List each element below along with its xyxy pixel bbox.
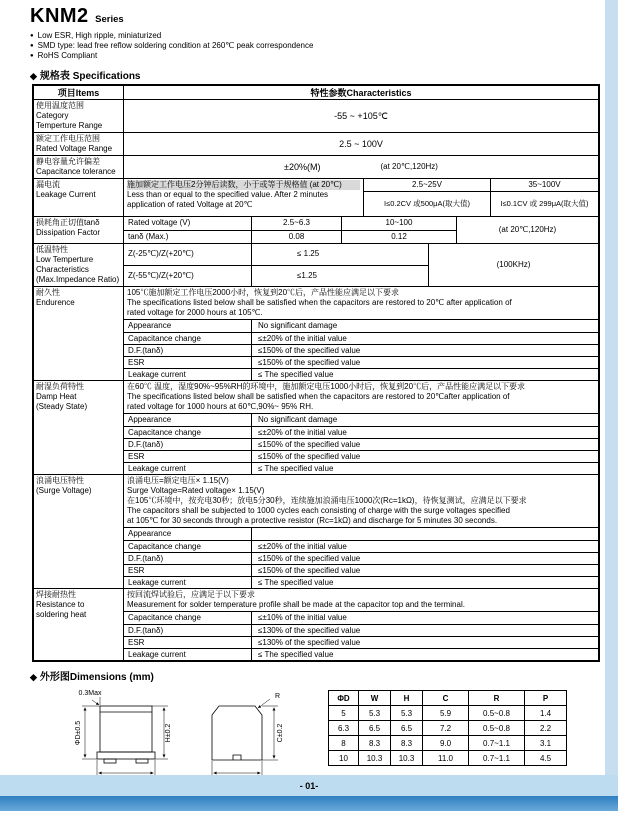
- dimensions-heading-text: 外形图Dimensions (mm): [39, 672, 154, 683]
- spec-header-items: 项目Items: [34, 86, 124, 99]
- dim-col-header: W: [359, 691, 391, 706]
- spec-row-rated-voltage: [34, 132, 598, 155]
- criteria-value: No significant damage: [258, 321, 338, 330]
- low-temperature-subtable: [124, 244, 429, 286]
- dim-label-r: R: [275, 693, 281, 700]
- spec-row-capacitance-tolerance: [34, 155, 598, 178]
- bullet-icon: ●: [30, 43, 34, 49]
- dim-cell: 3.1: [525, 736, 567, 751]
- criteria-label: D.F.(tanδ): [124, 439, 252, 450]
- item-label: [34, 589, 124, 660]
- dissipation-condition: (at 20℃,120Hz): [498, 225, 557, 234]
- dissipation-value-1: 0.08: [252, 231, 342, 244]
- leakage-subtable-values: [364, 192, 598, 216]
- dissipation-cell: [124, 217, 598, 243]
- criteria-label: Leakage current: [124, 369, 252, 380]
- criteria-row: [124, 528, 598, 540]
- criteria-label: ESR: [124, 451, 252, 462]
- endurance-description: [124, 287, 598, 320]
- item-label: [34, 244, 124, 286]
- specifications-table: [32, 84, 600, 662]
- damp-heat-desc-line: rated voltage for 1000 hours at 60℃,90%~ 95% RH.: [127, 402, 314, 411]
- diamond-icon: ◆: [30, 672, 37, 682]
- item-label-en: Characteristics: [36, 265, 89, 274]
- criteria-value: ≤±20% of the initial value: [258, 541, 347, 551]
- criteria-label: Capacitance change: [124, 427, 252, 438]
- dim-cell: 0.5~0.8: [469, 706, 525, 721]
- leakage-value-1: I≤0.2CV 或500μA(取大值): [364, 192, 491, 216]
- leakage-desc-cn: 施加额定工作电压2分钟后读数，小于或等于规格值 (at 20℃): [127, 180, 360, 190]
- criteria-row: [124, 540, 598, 552]
- dim-label-h: H±0.2: [165, 723, 172, 743]
- item-label-cn: 耐久性: [36, 288, 60, 297]
- impedance-ratio-row: [124, 265, 428, 287]
- item-label-cn: 浪涌电压特性: [36, 476, 84, 485]
- endurance-desc-line: 105℃施加额定工作电压2000小时，恢复到20℃后，产品性能应满足以下要求: [127, 288, 400, 297]
- dim-col-header: C: [423, 691, 469, 706]
- capacitance-tolerance-cell: [124, 156, 598, 178]
- criteria-row: [124, 462, 598, 474]
- criteria-row: [124, 320, 598, 332]
- dim-cell: 10.3: [359, 751, 391, 766]
- dim-col-header: ΦD: [329, 691, 359, 706]
- criteria-label: Capacitance change: [124, 333, 252, 344]
- leakage-range-2: 35~100V: [528, 180, 561, 189]
- dim-cell: 0.5~0.8: [469, 721, 525, 736]
- spec-row-soldering-heat: [34, 588, 598, 660]
- criteria-row: [124, 344, 598, 356]
- spec-header-characteristics: 特性参数Characteristics: [310, 87, 412, 98]
- item-label: [34, 381, 124, 474]
- dim-label-phid: ΦD±0.5: [75, 720, 82, 746]
- dim-cell: 5.3: [359, 706, 391, 721]
- criteria-value: ≤150% of the specified value: [258, 451, 361, 461]
- bullet-icon: ●: [30, 33, 34, 39]
- dim-cell: 6.5: [359, 721, 391, 736]
- leakage-current-cell: [124, 179, 598, 216]
- damp-heat-desc-line: 在60℃ 温度，湿度90%~95%RH的环境中，施加额定电压1000小时后，恢复到20℃后，产品性能应满足以下要求: [127, 382, 526, 391]
- endurance-desc-line: The specifications listed below shall be satisfied when the capacitors are restored to 20℃ after application of: [127, 298, 512, 307]
- footer-band: [0, 775, 618, 796]
- soldering-description: [124, 589, 598, 612]
- item-label: [34, 179, 124, 216]
- item-label-en: Low Temperture: [36, 255, 94, 264]
- item-label-cn: 焊接耐热性: [36, 590, 76, 599]
- criteria-row: [124, 414, 598, 426]
- capacitance-tolerance-value: ±20%(M): [284, 162, 321, 172]
- criteria-value: ≤ The specified value: [258, 369, 334, 379]
- item-label-en: Damp Heat: [36, 392, 77, 401]
- bullet-item: [30, 41, 618, 51]
- item-label-en: Dissipation Factor: [36, 228, 101, 237]
- spec-row-temperature-range: [34, 99, 598, 132]
- impedance-ratio-value: ≤ 1.25: [297, 249, 320, 259]
- criteria-value: ≤±20% of the initial value: [258, 333, 347, 343]
- spec-row-dissipation-factor: [34, 216, 598, 243]
- criteria-value: No significant damage: [258, 415, 338, 424]
- diamond-icon: ◆: [30, 71, 37, 81]
- damp-heat-description: [124, 381, 598, 414]
- criteria-label: D.F.(tanδ): [124, 553, 252, 564]
- item-label-en: Endurence: [36, 298, 75, 307]
- table-row: [329, 736, 567, 751]
- dissipation-col-label: Rated voltage (V): [124, 217, 252, 230]
- dim-cell: 8: [329, 736, 359, 751]
- criteria-value: ≤150% of the specified value: [258, 357, 361, 367]
- surge-desc-line: 在105℃环境中，按充电30秒；放电5分30秒，连续施加浪涌电压1000次(Rc=1kΩ)，待恢复测试，应满足以下要求: [127, 496, 527, 505]
- item-label: [34, 217, 124, 243]
- criteria-label: Leakage current: [124, 577, 252, 588]
- criteria-row: [124, 624, 598, 636]
- specifications-heading: [30, 67, 618, 82]
- dim-cell: 11.0: [423, 751, 469, 766]
- criteria-value: ≤150% of the specified value: [258, 565, 361, 575]
- dim-cell: 9.0: [423, 736, 469, 751]
- leakage-desc-en: Less than or equal to the specified value. After 2 minutes: [127, 190, 329, 199]
- impedance-ratio-label: Z(-25℃)/Z(+20℃): [124, 244, 252, 265]
- dissipation-header-row: [124, 217, 456, 230]
- leakage-description: [124, 179, 363, 216]
- dissipation-value-row: [124, 230, 456, 244]
- capacitance-tolerance-condition: (at 20℃,120Hz): [380, 162, 438, 171]
- dim-cell: 10.3: [391, 751, 423, 766]
- criteria-label: ESR: [124, 357, 252, 368]
- rohs-bullet-icon: ●: [30, 53, 34, 59]
- dim-cell: 10: [329, 751, 359, 766]
- item-label-en: (Surge Voltage): [36, 486, 92, 495]
- dimensions-heading: [30, 668, 618, 683]
- series-label: Series: [95, 14, 124, 25]
- criteria-row: [124, 332, 598, 344]
- dimensions-header-row: [329, 691, 567, 706]
- criteria-value: ≤130% of the specified value: [258, 637, 361, 647]
- item-label-en: soldering heat: [36, 610, 87, 619]
- leakage-value-2: I≤0.1CV 或 299μA(取大值): [500, 199, 589, 208]
- criteria-label: Leakage current: [124, 463, 252, 474]
- spec-header-row: [34, 86, 598, 99]
- endurance-desc-line: rated voltage for 2000 hours at 105℃.: [127, 308, 263, 317]
- item-label-cn: 额定工作电压范围: [36, 134, 100, 143]
- criteria-value: ≤ The specified value: [258, 577, 334, 587]
- spec-row-low-temperature: [34, 243, 598, 286]
- criteria-label: D.F.(tanδ): [124, 345, 252, 356]
- dim-cell: 0.7~1.1: [469, 736, 525, 751]
- item-label-en: Rated Voltage Range: [36, 144, 113, 153]
- leakage-range-1: 2.5~25V: [364, 179, 491, 191]
- item-label: [34, 156, 124, 178]
- item-label: [34, 475, 124, 588]
- dim-label-c: C±0.2: [277, 723, 284, 743]
- dim-cell: 5.3: [391, 706, 423, 721]
- criteria-label: D.F.(tanδ): [124, 625, 252, 636]
- item-label-cn: 静电容量允许偏差: [36, 157, 100, 166]
- impedance-ratio-row: [124, 244, 428, 265]
- bottom-blue-band: [0, 796, 618, 811]
- item-label-en: Category: [36, 111, 69, 120]
- page-title: KNM2: [30, 5, 89, 27]
- leakage-subtable: [363, 179, 598, 216]
- criteria-value: ≤130% of the specified value: [258, 625, 361, 635]
- low-temperature-condition: (100KHz): [496, 260, 531, 269]
- item-label-cn: 低温特性: [36, 245, 68, 254]
- criteria-label: ESR: [124, 565, 252, 576]
- item-label-cn: 使用温度范围: [36, 101, 84, 110]
- title-row: [30, 5, 618, 31]
- item-label-cn: 耐湿负荷特性: [36, 382, 84, 391]
- criteria-label: Appearance: [124, 528, 252, 540]
- criteria-value: ≤±20% of the initial value: [258, 427, 347, 437]
- dim-cell: 8.3: [391, 736, 423, 751]
- dissipation-subtable: [124, 217, 457, 243]
- item-label-en: (Max.Impedance Ratio): [36, 275, 120, 284]
- table-row: [329, 706, 567, 721]
- surge-desc-line: at 105℃ for 30 seconds through a protective resistor (Rc=1kΩ) and discharge for 5 minutes 30 seconds.: [127, 516, 498, 525]
- item-label-en: (Steady State): [36, 402, 88, 411]
- item-label: [34, 287, 124, 380]
- dissipation-range-1: 2.5~6.3: [252, 217, 342, 230]
- criteria-value: ≤±10% of the initial value: [258, 613, 347, 622]
- surge-desc-line: 浪涌电压=额定电压× 1.15(V): [127, 476, 229, 485]
- rated-voltage-value: 2.5 ~ 100V: [339, 139, 383, 149]
- dim-cell: 7.2: [423, 721, 469, 736]
- dim-cell: 6.5: [391, 721, 423, 736]
- criteria-row: [124, 648, 598, 660]
- criteria-row: [124, 636, 598, 648]
- spec-row-surge-voltage: [34, 474, 598, 588]
- criteria-value: ≤150% of the specified value: [258, 553, 361, 563]
- criteria-label: Appearance: [124, 320, 252, 332]
- dimensions-table: [328, 690, 567, 766]
- soldering-desc-line: Measurement for solder temperature profile shall be made at the capacitor top and the terminal.: [127, 600, 465, 609]
- criteria-label: Leakage current: [124, 649, 252, 660]
- damp-heat-cell: [124, 381, 598, 474]
- dim-col-header: R: [469, 691, 525, 706]
- criteria-value: ≤ The specified value: [258, 649, 334, 659]
- endurance-cell: [124, 287, 598, 380]
- item-label-en: Capacitance tolerance: [36, 167, 116, 176]
- criteria-value: [252, 528, 598, 540]
- bullet-text: RoHS Compliant: [37, 51, 98, 60]
- criteria-row: [124, 368, 598, 380]
- item-label-cn: 漏电流: [36, 180, 60, 189]
- criteria-value: ≤150% of the specified value: [258, 345, 361, 355]
- dim-label-03max: 0.3Max: [78, 690, 102, 697]
- table-row: [329, 751, 567, 766]
- table-row: [329, 721, 567, 736]
- criteria-row: [124, 576, 598, 588]
- damp-heat-desc-line: The specifications listed below shall be satisfied when the capacitors are restored to 20℃after application of: [127, 392, 510, 401]
- low-temperature-cell: [124, 244, 598, 286]
- dissipation-row-label: tanδ (Max.): [124, 231, 252, 244]
- spec-row-damp-heat: [34, 380, 598, 474]
- feature-bullets: [30, 31, 618, 61]
- criteria-value: ≤ The specified value: [258, 463, 334, 473]
- temperature-range-value: -55 ~ +105℃: [334, 111, 388, 121]
- spec-row-endurance: [34, 286, 598, 380]
- dissipation-value-2: 0.12: [391, 231, 407, 241]
- dim-cell: 5: [329, 706, 359, 721]
- leakage-subtable-header: [364, 179, 598, 192]
- item-label-en: Resistance to: [36, 600, 85, 609]
- dissipation-range-2: 10~100: [385, 218, 413, 228]
- criteria-label: Capacitance change: [124, 612, 252, 624]
- bullet-text: SMD type: lead free reflow soldering condition at 260℃ peak correspondence: [37, 41, 314, 50]
- surge-desc-line: Surge Voltage=Rated voltage× 1.15(V): [127, 486, 265, 495]
- item-label: [34, 100, 124, 132]
- impedance-ratio-label: Z(-55℃)/Z(+20℃): [124, 266, 252, 287]
- item-label: [34, 133, 124, 155]
- criteria-row: [124, 438, 598, 450]
- item-label-cn: 损耗角正切值tanδ: [36, 218, 100, 227]
- dim-col-header: P: [525, 691, 567, 706]
- criteria-row: [124, 426, 598, 438]
- criteria-row: [124, 552, 598, 564]
- soldering-desc-line: 按回流焊试验后，应满足于以下要求: [127, 590, 255, 599]
- bullet-item: [30, 31, 618, 41]
- dim-cell: 6.3: [329, 721, 359, 736]
- criteria-row: [124, 564, 598, 576]
- bullet-item: [30, 51, 618, 61]
- criteria-label: ESR: [124, 637, 252, 648]
- criteria-label: Capacitance change: [124, 541, 252, 552]
- dim-cell: 4.5: [525, 751, 567, 766]
- criteria-row: [124, 450, 598, 462]
- specifications-heading-text: 规格表 Specifications: [39, 71, 141, 82]
- surge-description: [124, 475, 598, 528]
- dim-col-header: H: [391, 691, 423, 706]
- leakage-desc-en: application of rated Voltage at 20℃: [127, 200, 253, 209]
- spec-row-leakage-current: [34, 178, 598, 216]
- criteria-row: [124, 356, 598, 368]
- surge-voltage-cell: [124, 475, 598, 588]
- criteria-value: ≤150% of the specified value: [258, 439, 361, 449]
- soldering-heat-cell: [124, 589, 598, 660]
- page-number: - 01-: [299, 780, 319, 791]
- item-label-en: Temperture Range: [36, 121, 103, 130]
- criteria-row: [124, 612, 598, 624]
- dim-cell: 5.9: [423, 706, 469, 721]
- dim-cell: 1.4: [525, 706, 567, 721]
- dim-cell: 0.7~1.1: [469, 751, 525, 766]
- item-label-en: Leakage Current: [36, 190, 96, 199]
- criteria-label: Appearance: [124, 414, 252, 426]
- surge-desc-line: The capacitors shall be subjected to 1000 cycles each consisting of charge with the surge voltages specified: [127, 506, 510, 515]
- dim-cell: 8.3: [359, 736, 391, 751]
- bullet-text: Low ESR, High ripple, miniaturized: [37, 31, 162, 40]
- impedance-ratio-value: ≤1.25: [297, 270, 317, 280]
- dim-cell: 2.2: [525, 721, 567, 736]
